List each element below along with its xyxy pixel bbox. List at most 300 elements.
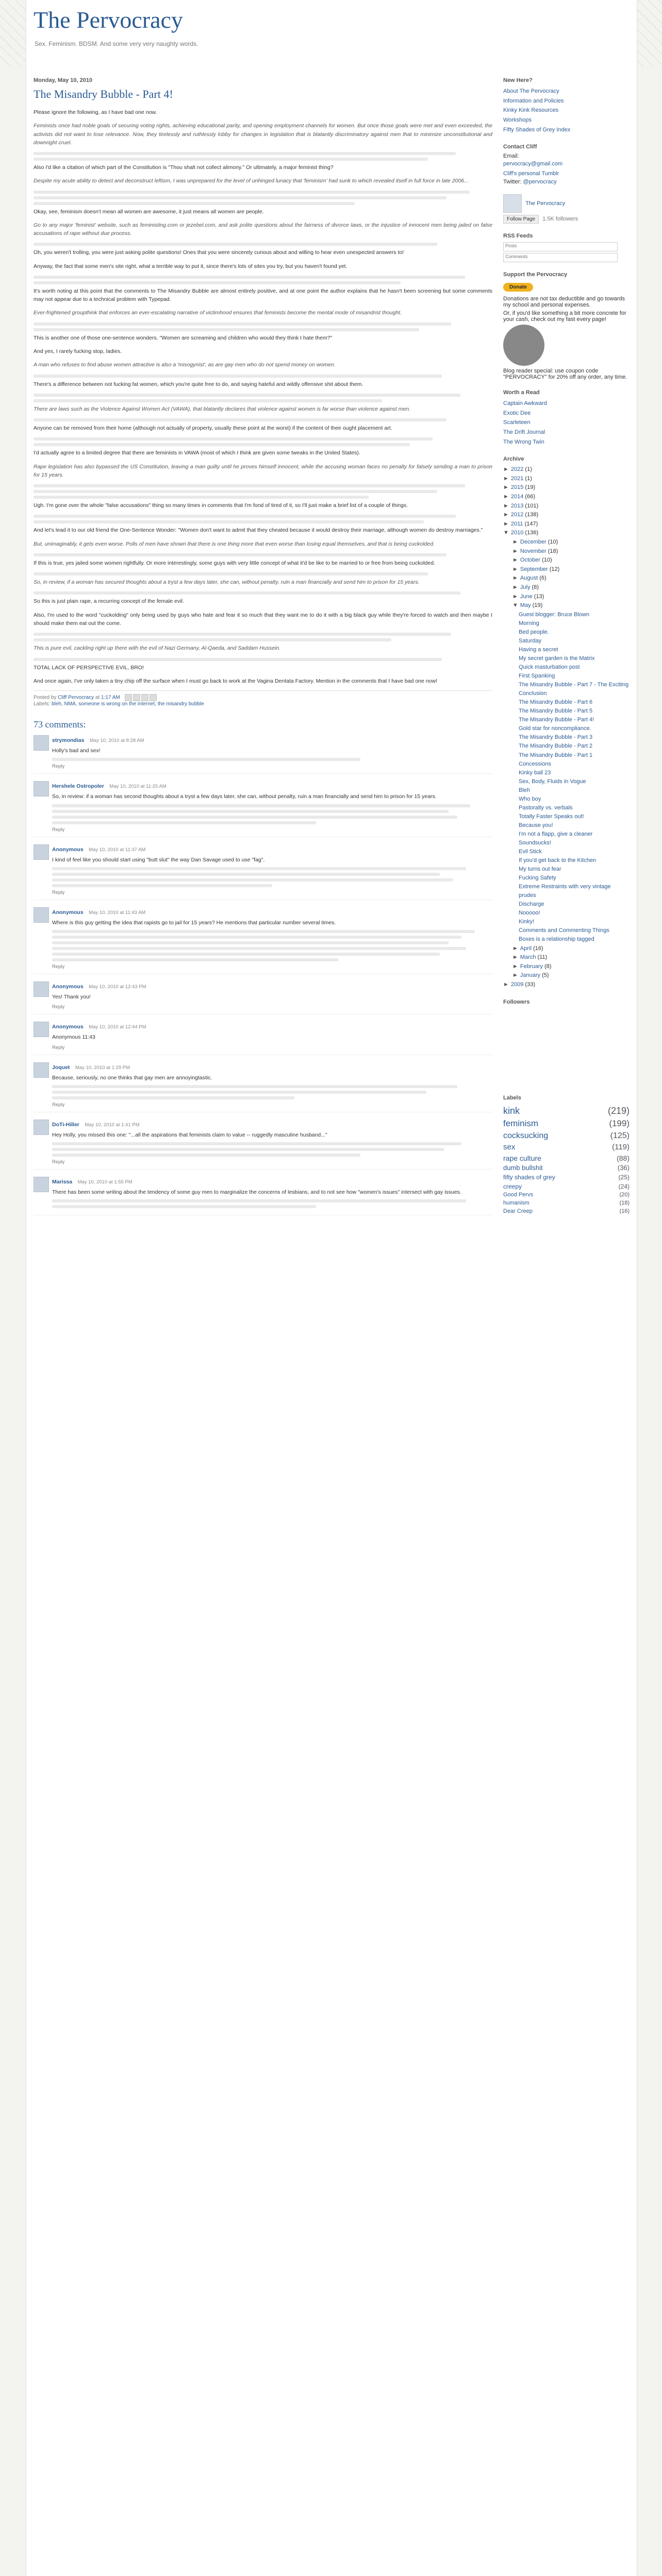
page-avatar[interactable] (503, 194, 522, 213)
text-line (34, 323, 451, 326)
archive-count: (8) (530, 584, 539, 590)
archive-post-link[interactable]: The Misandry Bubble - Part 3 (519, 734, 593, 741)
post-paragraph: A man who refuses to find abuse women attractive is also a 'misogynist', as are gay men who do not spend money on women. (34, 362, 336, 368)
comment-text: Hey Holly, you missed this one: "...all the aspirations that feminists claim to value -- ruggedly masculine husband..." (52, 1131, 327, 1138)
archive-post-link[interactable]: Pastoralty vs. verbals (519, 804, 573, 811)
comment-author[interactable]: Anonymous (52, 984, 84, 990)
archive-row (512, 592, 630, 602)
text-line (34, 437, 433, 440)
archive-count: (1) (523, 466, 532, 473)
post-time-link[interactable]: 1:17 AM (101, 694, 120, 701)
tumblr-link[interactable]: Cliff's personal Tumblr (503, 171, 559, 177)
archive-link[interactable]: 2014 (510, 494, 524, 500)
archive-toggle-icon[interactable]: ► (512, 593, 518, 600)
label-row (503, 1191, 630, 1199)
comment (34, 1022, 492, 1055)
archive-post-link[interactable]: The Misandry Bubble - Part 7 - The Exciting Conclusion (519, 682, 629, 697)
archive-post-link[interactable]: Kinky! (519, 919, 534, 925)
archive-toggle-icon[interactable]: ► (512, 548, 518, 554)
text-line (52, 1096, 294, 1099)
label-link[interactable]: Good Pervs (503, 1192, 534, 1198)
label-link[interactable]: kink (503, 1105, 520, 1116)
archive-toggle-icon[interactable]: ► (503, 502, 509, 509)
archive-row (503, 529, 630, 538)
archive-toggle-icon[interactable]: ► (503, 520, 509, 527)
text-line (52, 878, 453, 882)
archive-link[interactable]: February (520, 963, 543, 970)
text-line (52, 947, 466, 950)
text-line (52, 930, 475, 933)
archive-toggle-icon[interactable]: ► (512, 945, 518, 952)
text-line (52, 936, 461, 939)
archive-count: (66) (523, 494, 535, 500)
worth-a-read-widget (503, 389, 630, 447)
archive-row (503, 520, 630, 529)
donate-button[interactable]: Donate (503, 283, 533, 292)
archive-post-link[interactable]: Totally Faster Speaks out! (519, 813, 584, 820)
widget-title: Worth a Read (503, 389, 540, 396)
archive-toggle-icon[interactable]: ► (503, 512, 509, 518)
label-row (503, 1104, 630, 1117)
archive-link[interactable]: November (520, 548, 547, 554)
archive-post-link[interactable]: Guest blogger: Bruce Blown (519, 611, 589, 618)
archive-row (512, 556, 630, 565)
archive-post-link[interactable]: Nooooo! (519, 910, 540, 917)
archive-link[interactable]: 2011 (510, 520, 523, 527)
comments-count-heading: 73 comments: (34, 719, 86, 730)
follow-page-button[interactable]: Follow Page (503, 215, 539, 224)
comment-timestamp[interactable]: May 10, 2010 at 11:43 AM (89, 909, 146, 916)
sidebar-link[interactable]: Workshops (503, 117, 532, 124)
archive-post-link[interactable]: Sex, Body, Fluids in Vogue (519, 778, 586, 785)
posted-at-label: at (95, 694, 100, 701)
text-line (34, 281, 401, 284)
post-paragraph: Feminists once had noble goals of securing voting rights, achieving educational parity, and opening employment channels for women. But once those goals were met and even exceeded, the activists did not want to lose relevance. Now, they tirelessly and ruthlessly lobby for changes in legislation that is blatantly discriminatory against men that to minimize unconstitutional and downright cruel. (34, 123, 492, 146)
comment-text: Holly's bad and sex! (52, 748, 101, 754)
text-line (34, 515, 456, 518)
comment-text: So, in review: if a woman has second thoughts about a tryst a few days later, she can, without penalty, ruin a man financially and send him to prison for 15 years. (52, 793, 437, 800)
label-count: (18) (619, 1200, 630, 1207)
label-count: (36) (617, 1164, 630, 1172)
support-text: Or, if you'd like something a bit more concrete for your cash, check out my fast every page! (503, 310, 626, 323)
post-footer (34, 690, 492, 707)
post-labels-links[interactable]: bleh, NMA, someone is wrong on the internet, the misandry bubble (52, 701, 204, 707)
text-line (52, 941, 449, 944)
archive-post-link[interactable]: Because you! (519, 822, 553, 828)
follow-widget (503, 194, 630, 224)
blog-title[interactable]: The Pervocracy (34, 7, 183, 33)
archive-post-link[interactable]: Discharge (519, 901, 544, 908)
twitter-link[interactable]: @pervocracy (523, 178, 557, 185)
posted-by-label: Posted by (34, 694, 57, 701)
archive-count: (16) (531, 945, 543, 952)
text-line (52, 816, 457, 819)
comment-timestamp[interactable]: May 10, 2010 at 1:29 PM (75, 1064, 130, 1071)
label-count: (24) (618, 1182, 630, 1190)
archive-post-link[interactable]: Having a secret (519, 646, 558, 653)
text-line (34, 638, 391, 641)
archive-row (503, 980, 630, 990)
archive-toggle-icon[interactable]: ► (503, 466, 509, 473)
archive-post-link[interactable]: My turns out fear (519, 866, 561, 873)
support-text: Blog reader special: use coupon code "PERVOCRACY" for 20% off any order, any time. (503, 367, 627, 380)
sidebar-link[interactable]: About The Pervocracy (503, 88, 559, 94)
text-line (52, 1085, 457, 1088)
avatar[interactable] (34, 1062, 49, 1078)
archive-post-link[interactable]: If you'd get back to the Kitchen (519, 857, 597, 864)
post-paragraph: So this is just plain rape, a recurring concept of the female evil. (34, 598, 184, 605)
archive-link[interactable]: June (520, 593, 533, 600)
archive-count: (13) (532, 593, 544, 600)
text-line (34, 633, 451, 636)
avatar[interactable] (34, 781, 49, 796)
label-count: (219) (607, 1105, 630, 1116)
archive-post-link[interactable]: Soundsucks! (519, 839, 551, 846)
comment-author[interactable]: Anonymous (52, 846, 84, 853)
post-author-link[interactable]: Cliff Pervocracy (58, 694, 94, 701)
text-line (34, 520, 424, 523)
widget-title: Followers (503, 998, 530, 1005)
archive-count: (12) (548, 566, 560, 572)
archive-toggle-icon[interactable]: ► (512, 584, 518, 590)
post-paragraph: There's a difference between not fucking fat women, which you're quite free to do, and saying hateful and wildly offensive shit about them. (34, 381, 363, 387)
comment-author[interactable]: DoTi-Hiller (52, 1121, 79, 1128)
archive-toggle-icon[interactable]: ► (503, 484, 509, 491)
widget-title: Labels (503, 1094, 521, 1101)
label-row (503, 1199, 630, 1208)
archive-row (503, 474, 630, 484)
archive-post-link[interactable]: I'm not a flapp, give a cleaner (519, 831, 593, 837)
labels-prefix: Labels: (34, 701, 51, 707)
widget-title: Archive (503, 456, 524, 463)
archive-toggle-icon[interactable]: ► (512, 954, 518, 961)
text-line (34, 484, 465, 487)
post-paragraph: Okay, see, feminism doesn't mean all women are awesome, it just means all women are people. (34, 208, 264, 215)
archive-link[interactable]: October (520, 557, 541, 564)
post-paragraph: Rape legislation has also bypassed the US Constitution, leaving a man guilty until he proves himself innocent, while the accusing woman faces no penalty for falsely sending a man to prison for 15 years. (34, 463, 492, 478)
blog-share-icon[interactable] (133, 694, 140, 701)
label-row (503, 1182, 630, 1191)
sidebar-link[interactable]: Exotic Dee (503, 410, 531, 416)
comment-timestamp[interactable]: May 10, 2010 at 8:28 AM (89, 738, 144, 744)
comment (34, 844, 492, 900)
text-line (34, 399, 382, 402)
widget-title: New Here? (503, 77, 533, 83)
sidebar-link[interactable]: The Wrong Twin (503, 438, 544, 445)
archive-post-link[interactable]: Concessions (519, 760, 551, 767)
archive-row (512, 962, 630, 972)
text-line (52, 953, 440, 956)
label-count: (119) (612, 1143, 630, 1152)
post-paragraph: Anyone can be removed from their home (although not actually of property, usually these point at the worst) if the content of their ought placement art. (34, 425, 392, 432)
page-name-link[interactable]: The Pervocracy (525, 200, 566, 207)
label-count: (125) (610, 1131, 630, 1141)
archive-toggle-icon[interactable]: ► (512, 575, 518, 582)
comment-timestamp[interactable]: May 10, 2010 at 11:37 AM (89, 846, 146, 853)
label-link[interactable]: sex (503, 1143, 516, 1152)
archive-link[interactable]: January (520, 972, 541, 979)
label-row (503, 1117, 630, 1130)
share-buttons (125, 694, 157, 701)
comment-text: Where is this guy getting the idea that rapists go to jail for 15 years? He mentions that particular number several times. (52, 919, 336, 926)
label-link[interactable]: feminism (503, 1118, 539, 1128)
archive-count: (138) (523, 512, 539, 518)
post-paragraph: And yes, I rarely fucking stop, ladies. (34, 348, 122, 354)
avatar[interactable] (34, 1120, 49, 1135)
comment-author[interactable]: Joquet (52, 1064, 70, 1071)
posts-feed-select[interactable] (503, 242, 618, 251)
text-line (52, 810, 449, 813)
post-title[interactable]: The Misandry Bubble - Part 4! (34, 88, 173, 100)
archive-post-link[interactable]: Gold star for noncompliance. (519, 725, 591, 732)
archive-toggle-icon[interactable]: ▼ (512, 602, 518, 609)
archive-toggle-icon[interactable]: ► (512, 557, 518, 564)
email-share-icon[interactable] (125, 694, 132, 701)
text-line (52, 884, 272, 887)
avatar[interactable] (34, 1022, 49, 1037)
avatar[interactable] (34, 1177, 49, 1192)
archive-link[interactable]: 2009 (510, 981, 524, 988)
label-link[interactable]: humanism (503, 1200, 529, 1207)
archive-post-link[interactable]: Boxes is a relationship tagged (519, 936, 594, 943)
comment-timestamp[interactable]: May 10, 2010 at 1:55 PM (77, 1179, 133, 1185)
archive-post-link[interactable]: The Misandry Bubble - Part 1 (519, 752, 593, 758)
archive-toggle-icon[interactable]: ► (503, 981, 509, 988)
text-line (34, 196, 446, 199)
email-label: Email: (503, 153, 519, 160)
archive-post-link[interactable]: The Misandry Bubble - Part 6 (519, 699, 593, 706)
comment-author[interactable]: Anonymous (52, 909, 84, 916)
reply-button[interactable]: Reply (52, 964, 65, 970)
post-paragraph: I'd actually agree to a limited degree that there are feminists in VAWA (most of which I think are given some tweaks in the United States). (34, 450, 360, 456)
comment (34, 907, 492, 974)
sidebar-link[interactable]: Fifty Shades of Grey Index (503, 126, 571, 133)
archive-row (512, 583, 630, 592)
post-paragraph: And once again, I've only taken a tiny chip off the surface when I must go back to work at the Vagina Dentata Factory. Mention in the comments that I have bad one now! (34, 677, 437, 684)
text-line (34, 276, 465, 279)
archive-count: (8) (542, 963, 552, 970)
post-paragraph: Ugh. I'm gone over the whole "false accusations" thing so many times in comments that I'm fond of tired of it, so I'll just make a brief list of a couple of things. (34, 502, 408, 509)
label-link[interactable]: creepy (503, 1182, 522, 1190)
comment-author[interactable]: Hershele Ostropoler (52, 783, 104, 790)
comment-author[interactable]: strymondias (52, 737, 85, 744)
text-line (34, 418, 446, 421)
sidebar-link[interactable]: Information and Policies (503, 97, 564, 104)
archive-link[interactable]: July (520, 584, 531, 590)
text-line (34, 158, 428, 161)
label-row (503, 1153, 630, 1163)
post-paragraph: Anyway, the fact that some men's site right, what a terrible way to put it, since there's lots of sites you try, but you haven't found yet. (34, 263, 347, 269)
archive-post-link[interactable]: Bed people. (519, 629, 549, 635)
text-line (34, 152, 456, 155)
archive-count: (19) (531, 602, 543, 609)
book-cover-image[interactable] (503, 325, 544, 366)
archive-link[interactable]: May (520, 602, 531, 609)
archive-post-link[interactable]: The Misandry Bubble - Part 4! (519, 717, 594, 723)
archive-post-link[interactable]: Comments and Commenting Things (519, 927, 609, 934)
archive-link[interactable]: 2012 (510, 512, 524, 518)
archive-link[interactable]: 2015 (510, 484, 524, 491)
comment-list (34, 735, 492, 1215)
archive-toggle-icon[interactable]: ► (512, 539, 518, 545)
archive-link[interactable]: 2010 (510, 530, 524, 536)
archive-post-link[interactable]: Bleh (519, 787, 531, 793)
text-line (52, 1148, 444, 1151)
text-line (34, 490, 437, 493)
post-paragraph: Oh, you weren't trolling, you were just asking polite questions! Ones that you were sincerely curious about and willing to hear even unexpected answers to! (34, 249, 404, 256)
comment (34, 781, 492, 837)
reply-button[interactable]: Reply (52, 889, 65, 895)
archive-link[interactable]: April (520, 945, 532, 952)
main-column (34, 77, 492, 1223)
text-line (34, 553, 446, 556)
comment-timestamp[interactable]: May 10, 2010 at 12:43 PM (89, 984, 146, 990)
archive-toggle-icon[interactable]: ► (503, 475, 509, 482)
reply-button[interactable]: Reply (52, 826, 65, 833)
archive-toggle-icon[interactable]: ► (512, 972, 518, 979)
page-container (26, 0, 637, 2576)
archive-count: (136) (523, 530, 539, 536)
archive-row (512, 547, 630, 556)
comment-text: Because, seriously, no one thinks that gay men are annoyingtastic. (52, 1074, 212, 1081)
avatar[interactable] (34, 735, 49, 751)
post-paragraph: Also, I'm used to the word "cuckolding" only being used by guys who hate and fear it so much that they want me to do it with a big black guy while they're forced to watch and then maybe I should make them eat out the come. (34, 612, 492, 626)
archive-post-link[interactable]: Saturday (519, 637, 542, 644)
text-line (52, 958, 338, 961)
label-link[interactable]: Dear Creep (503, 1208, 533, 1214)
label-row (503, 1130, 630, 1142)
support-widget (503, 272, 630, 380)
widget-title: Support the Pervocracy (503, 271, 568, 278)
archive-link[interactable]: 2013 (510, 502, 524, 509)
post-body (34, 108, 492, 685)
archive-post-link[interactable]: My secret garden is the Matrix (519, 655, 595, 662)
label-row (503, 1142, 630, 1153)
text-line (52, 873, 440, 876)
post-paragraph: There are laws such as the Violence Against Women Act (VAWA), that blatantly declares that violence against women is far worse than violence against men. (34, 405, 411, 412)
text-line (34, 496, 369, 499)
archive-row (512, 953, 630, 962)
archive-row (512, 601, 630, 611)
label-link[interactable]: rape culture (503, 1154, 541, 1163)
text-line (34, 394, 460, 397)
label-link[interactable]: cocksucking (503, 1131, 549, 1141)
comments-feed-label: Comments (505, 253, 528, 259)
label-count: (88) (617, 1154, 630, 1163)
widget-title: RSS Feeds (503, 232, 533, 239)
label-count: (16) (619, 1208, 630, 1214)
email-link[interactable]: pervocracy@gmail.com (503, 161, 563, 167)
contact-widget (503, 144, 630, 184)
reply-button[interactable]: Reply (52, 764, 65, 770)
text-line (34, 202, 355, 205)
archive-post-link[interactable]: Extreme Restraints with very vintage prudes (519, 884, 611, 899)
archive-post-link[interactable]: First Spanking (519, 673, 555, 680)
post-paragraph: TOTAL LACK OF PERSPECTIVE EVIL, BRO! (34, 664, 144, 671)
text-line (52, 1142, 461, 1145)
text-line (52, 1091, 426, 1094)
twitter-share-icon[interactable] (141, 694, 148, 701)
avatar[interactable] (34, 981, 49, 997)
archive-post-link[interactable]: The Misandry Bubble - Part 5 (519, 708, 593, 715)
archive-post-link[interactable]: Fucking Safety (519, 875, 556, 882)
label-count: (25) (618, 1174, 630, 1181)
twitter-label: Twitter: (503, 178, 522, 185)
sidebar-link[interactable]: Captain Awkward (503, 400, 547, 406)
post-paragraph: Ever-frightened groupthink that enforces an ever-escalating narrative of victimhood ensures that feminists become the mental mode of misandrist thought. (34, 310, 402, 316)
comment-author[interactable]: Anonymous (52, 1024, 84, 1030)
archive-post-link[interactable]: Who boy (519, 795, 541, 802)
sidebar-link[interactable]: The Drift Journal (503, 429, 545, 435)
archive-link[interactable]: 2022 (510, 466, 524, 473)
reply-button[interactable]: Reply (52, 1101, 65, 1108)
text-line (34, 591, 460, 595)
archive-row (512, 944, 630, 954)
text-line (52, 821, 316, 824)
comment-timestamp[interactable]: May 10, 2010 at 11:25 AM (109, 784, 167, 790)
archive-link[interactable]: March (520, 954, 536, 961)
archive-row (503, 493, 630, 502)
comments-feed-select[interactable] (503, 253, 618, 262)
archive-post-link[interactable]: The Misandry Bubble - Part 2 (519, 743, 593, 750)
comment (34, 1177, 492, 1215)
archive-link[interactable]: September (520, 566, 548, 572)
post-paragraph: This is pure evil, cackling right up there with the evil of Nazi Germany, Al-Qaeda, and Saddam Hussein. (34, 645, 281, 652)
text-line (52, 1205, 316, 1208)
archive-post-link[interactable]: Kinky ball 23 (519, 769, 551, 776)
archive-toggle-icon[interactable]: ► (512, 963, 518, 970)
archive-count: (11) (536, 954, 548, 961)
archive-link[interactable]: August (520, 575, 538, 582)
comment-timestamp[interactable]: May 10, 2010 at 1:41 PM (85, 1122, 140, 1128)
sidebar-link[interactable]: Scarleteen (503, 419, 531, 426)
archive-toggle-icon[interactable]: ► (512, 566, 518, 572)
label-link[interactable]: fifty shades of grey (503, 1174, 555, 1181)
text-line (52, 867, 466, 870)
label-row (503, 1163, 630, 1173)
label-row (503, 1208, 630, 1216)
reply-button[interactable]: Reply (52, 1159, 65, 1165)
comment-timestamp[interactable]: May 10, 2010 at 12:44 PM (89, 1024, 146, 1030)
archive-toggle-icon[interactable]: ► (503, 494, 509, 500)
label-link[interactable]: dumb bullshit (503, 1164, 543, 1172)
sidebar-link[interactable]: Kinky Kink Resources (503, 107, 558, 114)
comment-text: Anonymous 11:43 (52, 1034, 95, 1041)
archive-count: (101) (523, 502, 539, 509)
archive-count: (19) (523, 484, 535, 491)
text-line (34, 243, 437, 246)
archive-post-link[interactable]: Evil Stick (519, 849, 542, 855)
reply-button[interactable]: Reply (52, 1044, 65, 1050)
avatar[interactable] (34, 844, 49, 860)
comment-author[interactable]: Marissa (52, 1179, 73, 1185)
archive-link[interactable]: December (520, 539, 547, 545)
comment (34, 1062, 492, 1112)
archive-post-link[interactable]: Quick masturbation post (519, 664, 580, 671)
avatar[interactable] (34, 907, 49, 923)
archive-count: (10) (540, 557, 552, 564)
archive-row (503, 502, 630, 511)
post-paragraph: So, in review, if a woman has secured thoughts about a tryst a few days later, she can, without penalty, ruin a man financially and send him to prison for 15 years. (34, 579, 420, 586)
reply-button[interactable]: Reply (52, 1004, 65, 1010)
rss-widget (503, 233, 630, 262)
facebook-share-icon[interactable] (150, 694, 157, 701)
archive-toggle-icon[interactable]: ▼ (503, 530, 509, 536)
posts-feed-label: Posts (505, 243, 517, 248)
archive-link[interactable]: 2021 (510, 475, 524, 482)
label-count: (199) (609, 1118, 630, 1128)
archive-post-link[interactable]: Morning (519, 620, 539, 626)
